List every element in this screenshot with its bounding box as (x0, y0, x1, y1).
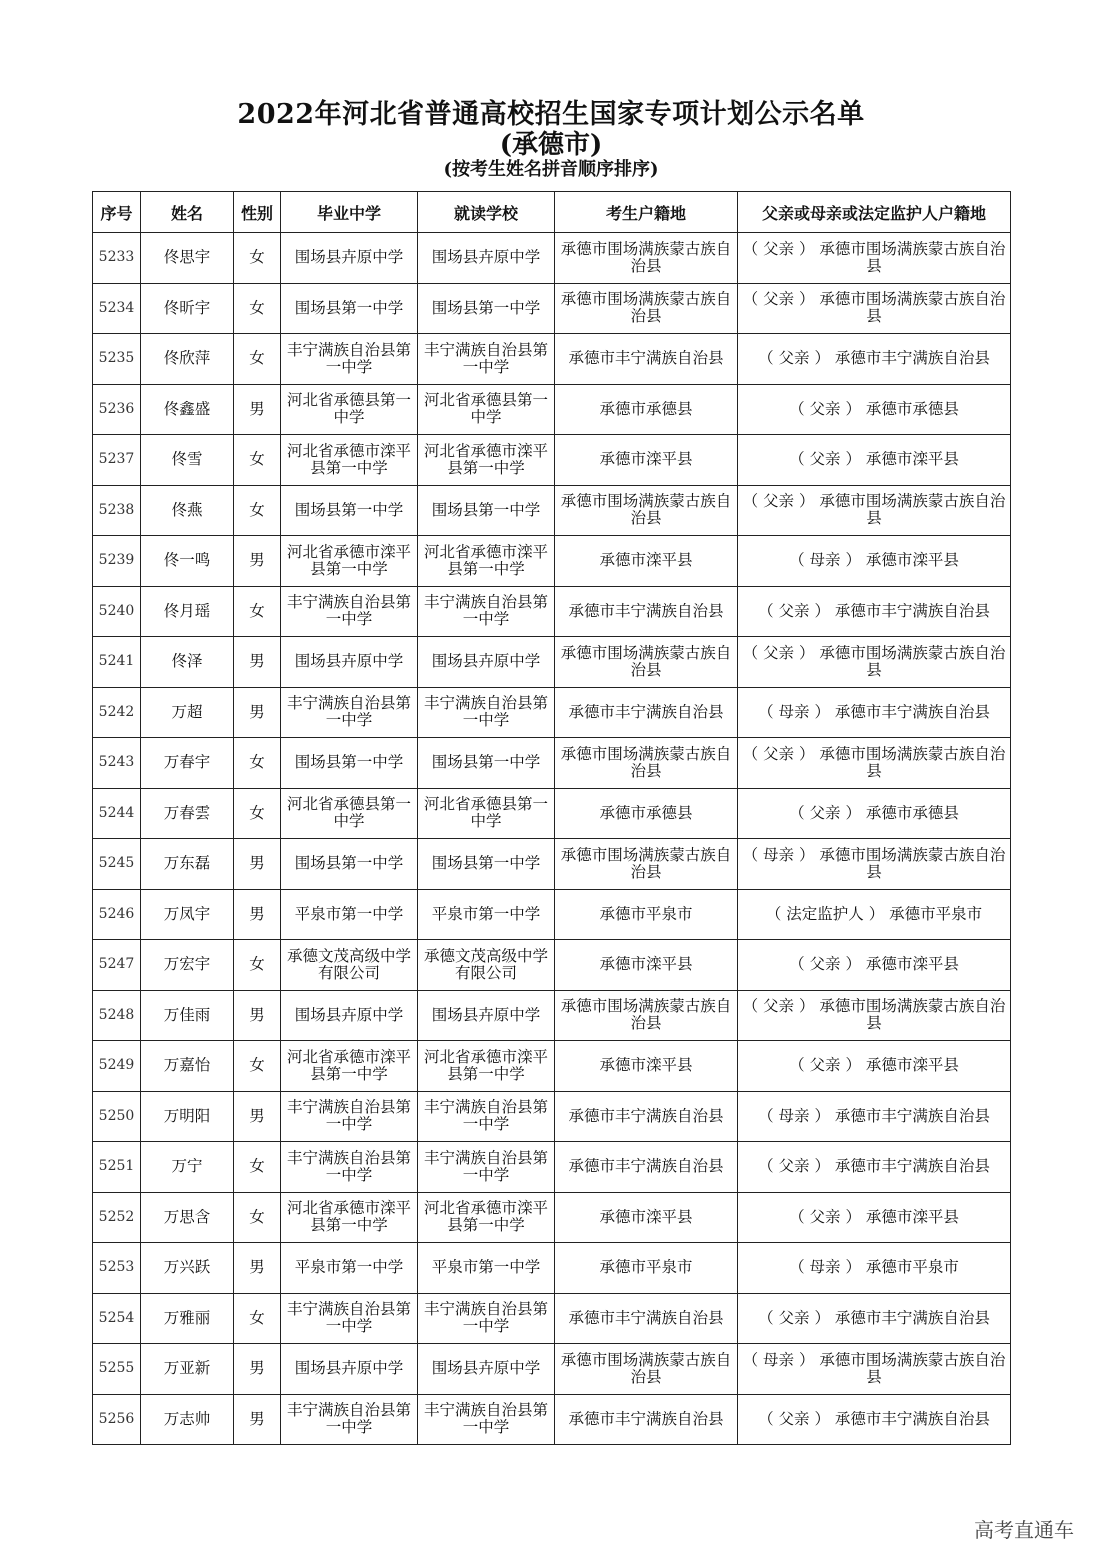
gender-cell: 女 (234, 788, 281, 839)
graduated-school-cell: 丰宁满族自治县第一中学 (281, 1142, 418, 1193)
student-hukou-cell: 承德市围场满族蒙古族自治县 (555, 233, 738, 284)
serial-cell: 5241 (93, 637, 141, 688)
gender-cell: 女 (234, 233, 281, 284)
gender-cell: 男 (234, 839, 281, 890)
gender-cell: 男 (234, 384, 281, 435)
student-hukou-cell: 承德市滦平县 (555, 940, 738, 991)
table-row (93, 283, 1011, 334)
gender-cell: 女 (234, 485, 281, 536)
current-school-cell: 河北省承德市滦平县第一中学 (418, 1041, 555, 1092)
serial-cell: 5236 (93, 384, 141, 435)
guardian-hukou-cell: （ 父亲 ） 承德市丰宁满族自治县 (738, 586, 1011, 637)
gender-cell: 女 (234, 940, 281, 991)
table-row (93, 384, 1011, 435)
serial-cell: 5256 (93, 1394, 141, 1445)
current-school-cell: 丰宁满族自治县第一中学 (418, 1091, 555, 1142)
serial-cell: 5245 (93, 839, 141, 890)
name-cell: 佟鑫盛 (141, 384, 234, 435)
guardian-hukou-cell: （ 父亲 ） 承德市承德县 (738, 384, 1011, 435)
table-row (93, 1344, 1011, 1395)
name-cell: 万佳雨 (141, 990, 234, 1041)
graduated-school-cell: 围场县第一中学 (281, 485, 418, 536)
current-school-cell: 丰宁满族自治县第一中学 (418, 1142, 555, 1193)
serial-cell: 5234 (93, 283, 141, 334)
table-row (93, 637, 1011, 688)
guardian-hukou-cell: （ 父亲 ） 承德市围场满族蒙古族自治县 (738, 283, 1011, 334)
guardian-hukou-cell: （ 父亲 ） 承德市滦平县 (738, 435, 1011, 486)
gender-cell: 男 (234, 536, 281, 587)
current-school-cell: 丰宁满族自治县第一中学 (418, 334, 555, 385)
graduated-school-cell: 围场县第一中学 (281, 839, 418, 890)
current-school-cell: 丰宁满族自治县第一中学 (418, 1293, 555, 1344)
gender-cell: 男 (234, 990, 281, 1041)
name-cell: 万春宇 (141, 738, 234, 789)
student-hukou-cell: 承德市丰宁满族自治县 (555, 586, 738, 637)
serial-cell: 5253 (93, 1243, 141, 1294)
serial-cell: 5254 (93, 1293, 141, 1344)
header-row (93, 192, 1011, 233)
serial-cell: 5252 (93, 1192, 141, 1243)
table-row (93, 1293, 1011, 1344)
gender-cell: 男 (234, 889, 281, 940)
guardian-hukou-cell: （ 父亲 ） 承德市滦平县 (738, 940, 1011, 991)
graduated-school-cell: 丰宁满族自治县第一中学 (281, 1091, 418, 1142)
serial-cell: 5242 (93, 687, 141, 738)
current-school-cell: 围场县卉原中学 (418, 637, 555, 688)
name-cell: 佟月瑶 (141, 586, 234, 637)
guardian-hukou-cell: （ 父亲 ） 承德市围场满族蒙古族自治县 (738, 637, 1011, 688)
serial-cell: 5240 (93, 586, 141, 637)
table-row (93, 940, 1011, 991)
guardian-hukou-cell: （ 母亲 ） 承德市平泉市 (738, 1243, 1011, 1294)
guardian-hukou-cell: （ 父亲 ） 承德市丰宁满族自治县 (738, 1142, 1011, 1193)
gender-cell: 女 (234, 283, 281, 334)
table-row (93, 990, 1011, 1041)
guardian-hukou-cell: （ 父亲 ） 承德市丰宁满族自治县 (738, 1394, 1011, 1445)
gender-cell: 女 (234, 1192, 281, 1243)
gender-cell: 女 (234, 586, 281, 637)
name-cell: 万宁 (141, 1142, 234, 1193)
name-cell: 万志帅 (141, 1394, 234, 1445)
name-cell: 万兴跃 (141, 1243, 234, 1294)
serial-cell: 5247 (93, 940, 141, 991)
current-school-cell: 围场县卉原中学 (418, 990, 555, 1041)
name-cell: 佟泽 (141, 637, 234, 688)
table-row (93, 687, 1011, 738)
current-school-cell: 围场县卉原中学 (418, 233, 555, 284)
gender-cell: 女 (234, 1142, 281, 1193)
watermark-text: 高考直通车 (974, 1518, 1074, 1542)
document-title: 2022年河北省普通高校招生国家专项计划公示名单 (237, 99, 865, 130)
student-hukou-cell: 承德市承德县 (555, 788, 738, 839)
student-hukou-cell: 承德市围场满族蒙古族自治县 (555, 637, 738, 688)
current-school-cell: 河北省承德市滦平县第一中学 (418, 435, 555, 486)
col-header-guardian-hukou: 父亲或母亲或法定监护人户籍地 (738, 192, 1011, 233)
document-subtitle: (承德市) (499, 130, 603, 160)
graduated-school-cell: 河北省承德市滦平县第一中学 (281, 1192, 418, 1243)
student-hukou-cell: 承德市丰宁满族自治县 (555, 687, 738, 738)
roster-table (92, 191, 1011, 1445)
table-row (93, 1091, 1011, 1142)
current-school-cell: 河北省承德市滦平县第一中学 (418, 1192, 555, 1243)
guardian-hukou-cell: （ 法定监护人 ） 承德市平泉市 (738, 889, 1011, 940)
graduated-school-cell: 承德文茂高级中学有限公司 (281, 940, 418, 991)
name-cell: 佟昕宇 (141, 283, 234, 334)
student-hukou-cell: 承德市滦平县 (555, 1041, 738, 1092)
graduated-school-cell: 河北省承德县第一中学 (281, 788, 418, 839)
gender-cell: 男 (234, 1091, 281, 1142)
name-cell: 万嘉怡 (141, 1041, 234, 1092)
table-row (93, 889, 1011, 940)
name-cell: 万春雲 (141, 788, 234, 839)
name-cell: 佟雪 (141, 435, 234, 486)
graduated-school-cell: 围场县卉原中学 (281, 233, 418, 284)
graduated-school-cell: 围场县卉原中学 (281, 637, 418, 688)
student-hukou-cell: 承德市丰宁满族自治县 (555, 1142, 738, 1193)
student-hukou-cell: 承德市滦平县 (555, 1192, 738, 1243)
serial-cell: 5239 (93, 536, 141, 587)
graduated-school-cell: 围场县卉原中学 (281, 1344, 418, 1395)
guardian-hukou-cell: （ 父亲 ） 承德市围场满族蒙古族自治县 (738, 990, 1011, 1041)
current-school-cell: 围场县第一中学 (418, 839, 555, 890)
guardian-hukou-cell: （ 母亲 ） 承德市围场满族蒙古族自治县 (738, 839, 1011, 890)
student-hukou-cell: 承德市承德县 (555, 384, 738, 435)
name-cell: 万东磊 (141, 839, 234, 890)
table-row (93, 536, 1011, 587)
col-header-serial: 序号 (93, 192, 141, 233)
current-school-cell: 围场县卉原中学 (418, 1344, 555, 1395)
student-hukou-cell: 承德市围场满族蒙古族自治县 (555, 283, 738, 334)
graduated-school-cell: 围场县卉原中学 (281, 990, 418, 1041)
guardian-hukou-cell: （ 父亲 ） 承德市丰宁满族自治县 (738, 1293, 1011, 1344)
table-row (93, 233, 1011, 284)
gender-cell: 女 (234, 1293, 281, 1344)
current-school-cell: 围场县第一中学 (418, 485, 555, 536)
table-row (93, 1192, 1011, 1243)
name-cell: 万凤宇 (141, 889, 234, 940)
col-header-current-school: 就读学校 (418, 192, 555, 233)
student-hukou-cell: 承德市围场满族蒙古族自治县 (555, 990, 738, 1041)
gender-cell: 男 (234, 687, 281, 738)
sort-note: (按考生姓名拼音顺序排序) (443, 159, 659, 180)
table-row (93, 738, 1011, 789)
serial-cell: 5233 (93, 233, 141, 284)
roster-body (93, 233, 1011, 1445)
student-hukou-cell: 承德市丰宁满族自治县 (555, 1293, 738, 1344)
serial-cell: 5235 (93, 334, 141, 385)
student-hukou-cell: 承德市滦平县 (555, 536, 738, 587)
student-hukou-cell: 承德市平泉市 (555, 889, 738, 940)
guardian-hukou-cell: （ 母亲 ） 承德市丰宁满族自治县 (738, 1091, 1011, 1142)
table-row (93, 485, 1011, 536)
current-school-cell: 丰宁满族自治县第一中学 (418, 687, 555, 738)
name-cell: 万亚新 (141, 1344, 234, 1395)
gender-cell: 女 (234, 435, 281, 486)
name-cell: 佟燕 (141, 485, 234, 536)
serial-cell: 5255 (93, 1344, 141, 1395)
current-school-cell: 围场县第一中学 (418, 738, 555, 789)
col-header-graduated-school: 毕业中学 (281, 192, 418, 233)
current-school-cell: 河北省承德市滦平县第一中学 (418, 536, 555, 587)
guardian-hukou-cell: （ 母亲 ） 承德市滦平县 (738, 536, 1011, 587)
current-school-cell: 丰宁满族自治县第一中学 (418, 586, 555, 637)
table-row (93, 1243, 1011, 1294)
current-school-cell: 承德文茂高级中学有限公司 (418, 940, 555, 991)
gender-cell: 男 (234, 1344, 281, 1395)
col-header-name: 姓名 (141, 192, 234, 233)
gender-cell: 男 (234, 637, 281, 688)
gender-cell: 女 (234, 738, 281, 789)
name-cell: 佟一鸣 (141, 536, 234, 587)
student-hukou-cell: 承德市围场满族蒙古族自治县 (555, 839, 738, 890)
name-cell: 万超 (141, 687, 234, 738)
name-cell: 佟思宇 (141, 233, 234, 284)
gender-cell: 男 (234, 1394, 281, 1445)
graduated-school-cell: 平泉市第一中学 (281, 1243, 418, 1294)
student-hukou-cell: 承德市围场满族蒙古族自治县 (555, 738, 738, 789)
graduated-school-cell: 河北省承德县第一中学 (281, 384, 418, 435)
guardian-hukou-cell: （ 父亲 ） 承德市丰宁满族自治县 (738, 334, 1011, 385)
current-school-cell: 围场县第一中学 (418, 283, 555, 334)
col-header-gender: 性别 (234, 192, 281, 233)
table-row (93, 586, 1011, 637)
student-hukou-cell: 承德市围场满族蒙古族自治县 (555, 485, 738, 536)
current-school-cell: 河北省承德县第一中学 (418, 384, 555, 435)
current-school-cell: 平泉市第一中学 (418, 1243, 555, 1294)
table-row (93, 1394, 1011, 1445)
guardian-hukou-cell: （ 父亲 ） 承德市围场满族蒙古族自治县 (738, 233, 1011, 284)
graduated-school-cell: 河北省承德市滦平县第一中学 (281, 435, 418, 486)
serial-cell: 5238 (93, 485, 141, 536)
serial-cell: 5244 (93, 788, 141, 839)
name-cell: 万雅丽 (141, 1293, 234, 1344)
graduated-school-cell: 河北省承德市滦平县第一中学 (281, 1041, 418, 1092)
serial-cell: 5243 (93, 738, 141, 789)
graduated-school-cell: 围场县第一中学 (281, 283, 418, 334)
table-row (93, 1142, 1011, 1193)
student-hukou-cell: 承德市丰宁满族自治县 (555, 1091, 738, 1142)
graduated-school-cell: 丰宁满族自治县第一中学 (281, 586, 418, 637)
student-hukou-cell: 承德市丰宁满族自治县 (555, 1394, 738, 1445)
name-cell: 万思含 (141, 1192, 234, 1243)
table-row (93, 1041, 1011, 1092)
col-header-student-hukou: 考生户籍地 (555, 192, 738, 233)
gender-cell: 女 (234, 1041, 281, 1092)
serial-cell: 5250 (93, 1091, 141, 1142)
graduated-school-cell: 平泉市第一中学 (281, 889, 418, 940)
graduated-school-cell: 丰宁满族自治县第一中学 (281, 334, 418, 385)
serial-cell: 5249 (93, 1041, 141, 1092)
graduated-school-cell: 丰宁满族自治县第一中学 (281, 687, 418, 738)
serial-cell: 5246 (93, 889, 141, 940)
gender-cell: 男 (234, 1243, 281, 1294)
serial-cell: 5251 (93, 1142, 141, 1193)
guardian-hukou-cell: （ 父亲 ） 承德市围场满族蒙古族自治县 (738, 485, 1011, 536)
graduated-school-cell: 丰宁满族自治县第一中学 (281, 1293, 418, 1344)
table-row (93, 334, 1011, 385)
table-row (93, 788, 1011, 839)
graduated-school-cell: 围场县第一中学 (281, 738, 418, 789)
guardian-hukou-cell: （ 母亲 ） 承德市围场满族蒙古族自治县 (738, 1344, 1011, 1395)
table-row (93, 839, 1011, 890)
current-school-cell: 平泉市第一中学 (418, 889, 555, 940)
table-row (93, 435, 1011, 486)
name-cell: 万明阳 (141, 1091, 234, 1142)
graduated-school-cell: 丰宁满族自治县第一中学 (281, 1394, 418, 1445)
name-cell: 佟欣萍 (141, 334, 234, 385)
gender-cell: 女 (234, 334, 281, 385)
guardian-hukou-cell: （ 父亲 ） 承德市承德县 (738, 788, 1011, 839)
student-hukou-cell: 承德市平泉市 (555, 1243, 738, 1294)
guardian-hukou-cell: （ 父亲 ） 承德市围场满族蒙古族自治县 (738, 738, 1011, 789)
current-school-cell: 丰宁满族自治县第一中学 (418, 1394, 555, 1445)
student-hukou-cell: 承德市丰宁满族自治县 (555, 334, 738, 385)
guardian-hukou-cell: （ 母亲 ） 承德市丰宁满族自治县 (738, 687, 1011, 738)
serial-cell: 5237 (93, 435, 141, 486)
guardian-hukou-cell: （ 父亲 ） 承德市滦平县 (738, 1192, 1011, 1243)
student-hukou-cell: 承德市围场满族蒙古族自治县 (555, 1344, 738, 1395)
name-cell: 万宏宇 (141, 940, 234, 991)
graduated-school-cell: 河北省承德市滦平县第一中学 (281, 536, 418, 587)
guardian-hukou-cell: （ 父亲 ） 承德市滦平县 (738, 1041, 1011, 1092)
serial-cell: 5248 (93, 990, 141, 1041)
student-hukou-cell: 承德市滦平县 (555, 435, 738, 486)
current-school-cell: 河北省承德县第一中学 (418, 788, 555, 839)
